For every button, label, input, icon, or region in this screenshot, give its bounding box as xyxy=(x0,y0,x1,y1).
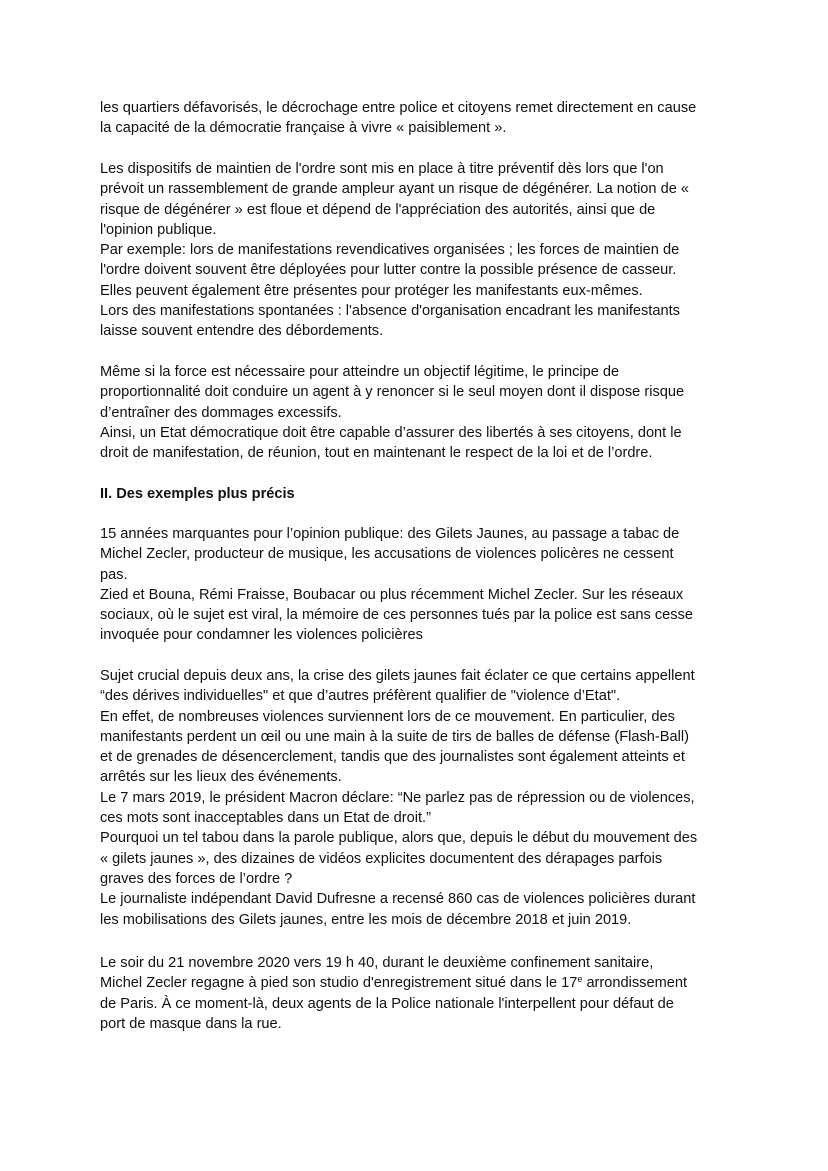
ordinal-superscript: e xyxy=(577,974,583,985)
text-line: ces mots sont inacceptables dans un Etat de droit.” xyxy=(100,810,431,827)
text-line: proportionnalité doit conduire un agent à y renoncer si le seul moyen dont il dispose risque xyxy=(100,384,685,401)
text-line: Le journaliste indépendant David Dufresne a recensé 860 cas de violences policières durant xyxy=(100,891,696,908)
text-line: Zied et Bouna, Rémi Fraisse, Boubacar ou plus récemment Michel Zecler. Sur les réseaux xyxy=(100,586,684,603)
text-span: arrondissement xyxy=(582,975,688,992)
text-line: arrêtés sur les lieux des événements. xyxy=(100,769,342,786)
text-line: En effet, de nombreuses violences surviennent lors de ce mouvement. En particulier, des xyxy=(100,708,675,725)
text-line: prévoit un rassemblement de grande ampleur ayant un risque de dégénérer. La notion de « xyxy=(100,181,690,198)
text-line: droit de manifestation, de réunion, tout en maintenant le respect de la loi et de l’ordre. xyxy=(100,445,653,462)
text-line: Ainsi, un Etat démocratique doit être capable d’assurer des libertés à ses citoyens, dont le xyxy=(100,424,682,441)
text-line: invoquée pour condamner les violences policières xyxy=(100,627,423,644)
text-line: les quartiers défavorisés, le décrochage entre police et citoyens remet directement en cause xyxy=(100,100,697,116)
paragraph-exemples xyxy=(100,524,740,646)
text-line: Pourquoi un tel tabou dans la parole publique, alors que, depuis le début du mouvement des xyxy=(100,830,698,847)
text-line: Michel Zecler, producteur de musique, les accusations de violences policères ne cessent xyxy=(100,546,674,563)
text-line: Les dispositifs de maintien de l'ordre sont mis en place à titre préventif dès lors que l'on xyxy=(100,161,664,177)
text-line: Même si la force est nécessaire pour atteindre un objectif légitime, le principe de xyxy=(100,364,620,380)
text-line: manifestants perdent un œil ou une main à la suite de tirs de balles de défense (Flash-Ball) xyxy=(100,728,689,745)
text-line: graves des forces de l’ordre ? xyxy=(100,870,293,887)
paragraph-michel-zecler xyxy=(100,953,740,1034)
text-line: risque de dégénérer » est floue et dépend de l'appréciation des autorités, ainsi que de xyxy=(100,201,656,218)
text-line: “des dérives individuelles" et que d’autres préfèrent qualifier de "violence d’Etat". xyxy=(100,688,621,705)
paragraph-gilets-jaunes xyxy=(100,666,740,930)
text-line: d’entraîner des dommages excessifs. xyxy=(100,404,342,421)
text-line: pas. xyxy=(100,566,128,583)
text-line: les mobilisations des Gilets jaunes, entre les mois de décembre 2018 et juin 2019. xyxy=(100,911,632,928)
text-line: Sujet crucial depuis deux ans, la crise des gilets jaunes fait éclater ce que certains appellent xyxy=(100,668,695,684)
text-line xyxy=(100,973,740,993)
paragraph-proportionnalite xyxy=(100,362,740,463)
text-line: Le soir du 21 novembre 2020 vers 19 h 40, durant le deuxième confinement sanitaire, xyxy=(100,955,654,971)
text-line: sociaux, où le sujet est viral, la mémoire de ces personnes tués par la police est sans cesse xyxy=(100,607,693,624)
text-line: la capacité de la démocratie française à vivre « paisiblement ». xyxy=(100,120,507,137)
text-line: de Paris. À ce moment-là, deux agents de la Police nationale l'interpellent pour défaut de xyxy=(100,995,674,1012)
text-line: Lors des manifestations spontanées : l'absence d'organisation encadrant les manifestants xyxy=(100,303,680,320)
text-line: « gilets jaunes », des dizaines de vidéos explicites documentent des dérapages parfois xyxy=(100,850,663,867)
text-line: l'opinion publique. xyxy=(100,221,217,238)
paragraph-intro xyxy=(100,98,740,139)
section-heading: II. Des exemples plus précis xyxy=(100,486,295,502)
text-line: laisse souvent entendre des débordements. xyxy=(100,323,384,340)
text-line: l'ordre doivent souvent être déployées pour lutter contre la possible présence de casseur. xyxy=(100,262,677,279)
text-span: Michel Zecler regagne à pied son studio d'enregistrement situé dans le 17 xyxy=(100,975,578,992)
paragraph-maintien-ordre xyxy=(100,159,740,342)
text-line: Le 7 mars 2019, le président Macron déclare: “Ne parlez pas de répression ou de violences, xyxy=(100,789,695,806)
text-line: Par exemple: lors de manifestations revendicatives organisées ; les forces de maintien de xyxy=(100,242,680,259)
text-line: port de masque dans la rue. xyxy=(100,1015,282,1032)
text-line: et de grenades de désencerclement, tandis que des journalistes sont également atteints et xyxy=(100,749,685,766)
text-line: Elles peuvent également être présentes pour protéger les manifestants eux-mêmes. xyxy=(100,282,643,299)
text-line: 15 années marquantes pour l’opinion publique: des Gilets Jaunes, au passage a tabac de xyxy=(100,526,680,542)
